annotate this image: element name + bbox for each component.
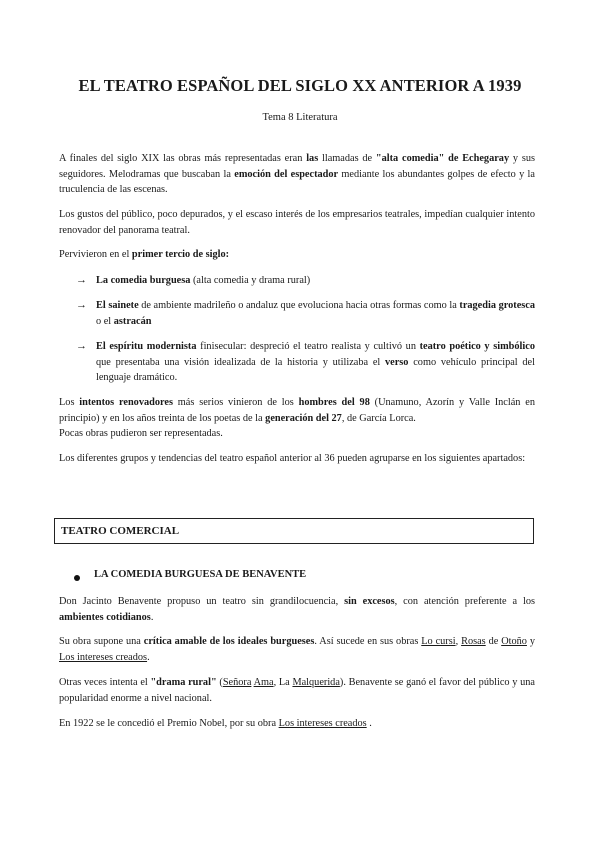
bullet-dot-icon <box>74 575 80 581</box>
benavente-paragraph-2: Su obra supone una crítica amable de los ideales burgueses. Así sucede en sus obras Lo cursi, Rosas de Otoño y Los intereses creados. <box>59 636 535 663</box>
arrow-bullet-icon: → <box>76 299 87 311</box>
benavente-paragraph-3: Otras veces intenta el "drama rural" (Señora Ama, La Malquerida). Benavente se ganó el favor del público y una popularidad enorme a nivel nacional. <box>59 677 535 704</box>
section-heading-teatro-comercial: TEATRO COMERCIAL <box>54 518 534 544</box>
gustos-paragraph: Los gustos del público, poco depurados, y el escaso interés de los empresarios teatrales, impedían cualquier intento renovador del panorama teatral. <box>59 209 535 236</box>
list-item: El espíritu modernista finisecular: despreció el teatro realista y cultivó un teatro poético y simbólico que presentaba una visión idealizada de la historia y utilizaba el verso como vehículo principal del lenguaje dramático. <box>96 341 535 384</box>
renovadores-paragraph: Los intentos renovadores más serios vinieron de los hombres del 98 (Unamuno, Azorín y Valle Inclán en principio) y en los años treinta de los poetas de la generación del 27, de García Lorca. Pocas obras pudieron ser representadas. <box>59 397 535 440</box>
benavente-paragraph-1: Don Jacinto Benavente propuso un teatro sin grandilocuencia, sin excesos, con atención preferente a los ambientes cotidianos. <box>59 596 535 623</box>
subsection-heading: LA COMEDIA BURGUESA DE BENAVENTE <box>94 569 307 580</box>
page-subtitle: Tema 8 Literatura <box>262 112 338 123</box>
intro-paragraph: A finales del siglo XIX las obras más representadas eran las llamadas de "alta comedia" de Echegaray y sus seguidores. Melodramas que buscaban la emoción del espectador mediante los abundantes golpes de efecto y la truculencia de las escenas. <box>59 153 535 196</box>
arrow-bullet-icon: → <box>76 340 87 352</box>
grupos-paragraph: Los diferentes grupos y tendencias del teatro español anterior al 36 pueden agruparse en los siguientes apartados: <box>59 453 526 464</box>
pervivieron-paragraph: Pervivieron en el primer tercio de siglo: <box>59 249 230 260</box>
list-item: El sainete de ambiente madrileño o andaluz que evoluciona hacia otras formas como la tragedia grotesca o el astracán <box>96 300 535 327</box>
list-item: La comedia burguesa (alta comedia y drama rural) <box>96 275 311 286</box>
arrow-bullet-icon: → <box>76 274 87 286</box>
benavente-paragraph-4: En 1922 se le concedió el Premio Nobel, por su obra Los intereses creados . <box>59 718 372 729</box>
page-title: EL TEATRO ESPAÑOL DEL SIGLO XX ANTERIOR A 1939 <box>78 76 522 95</box>
